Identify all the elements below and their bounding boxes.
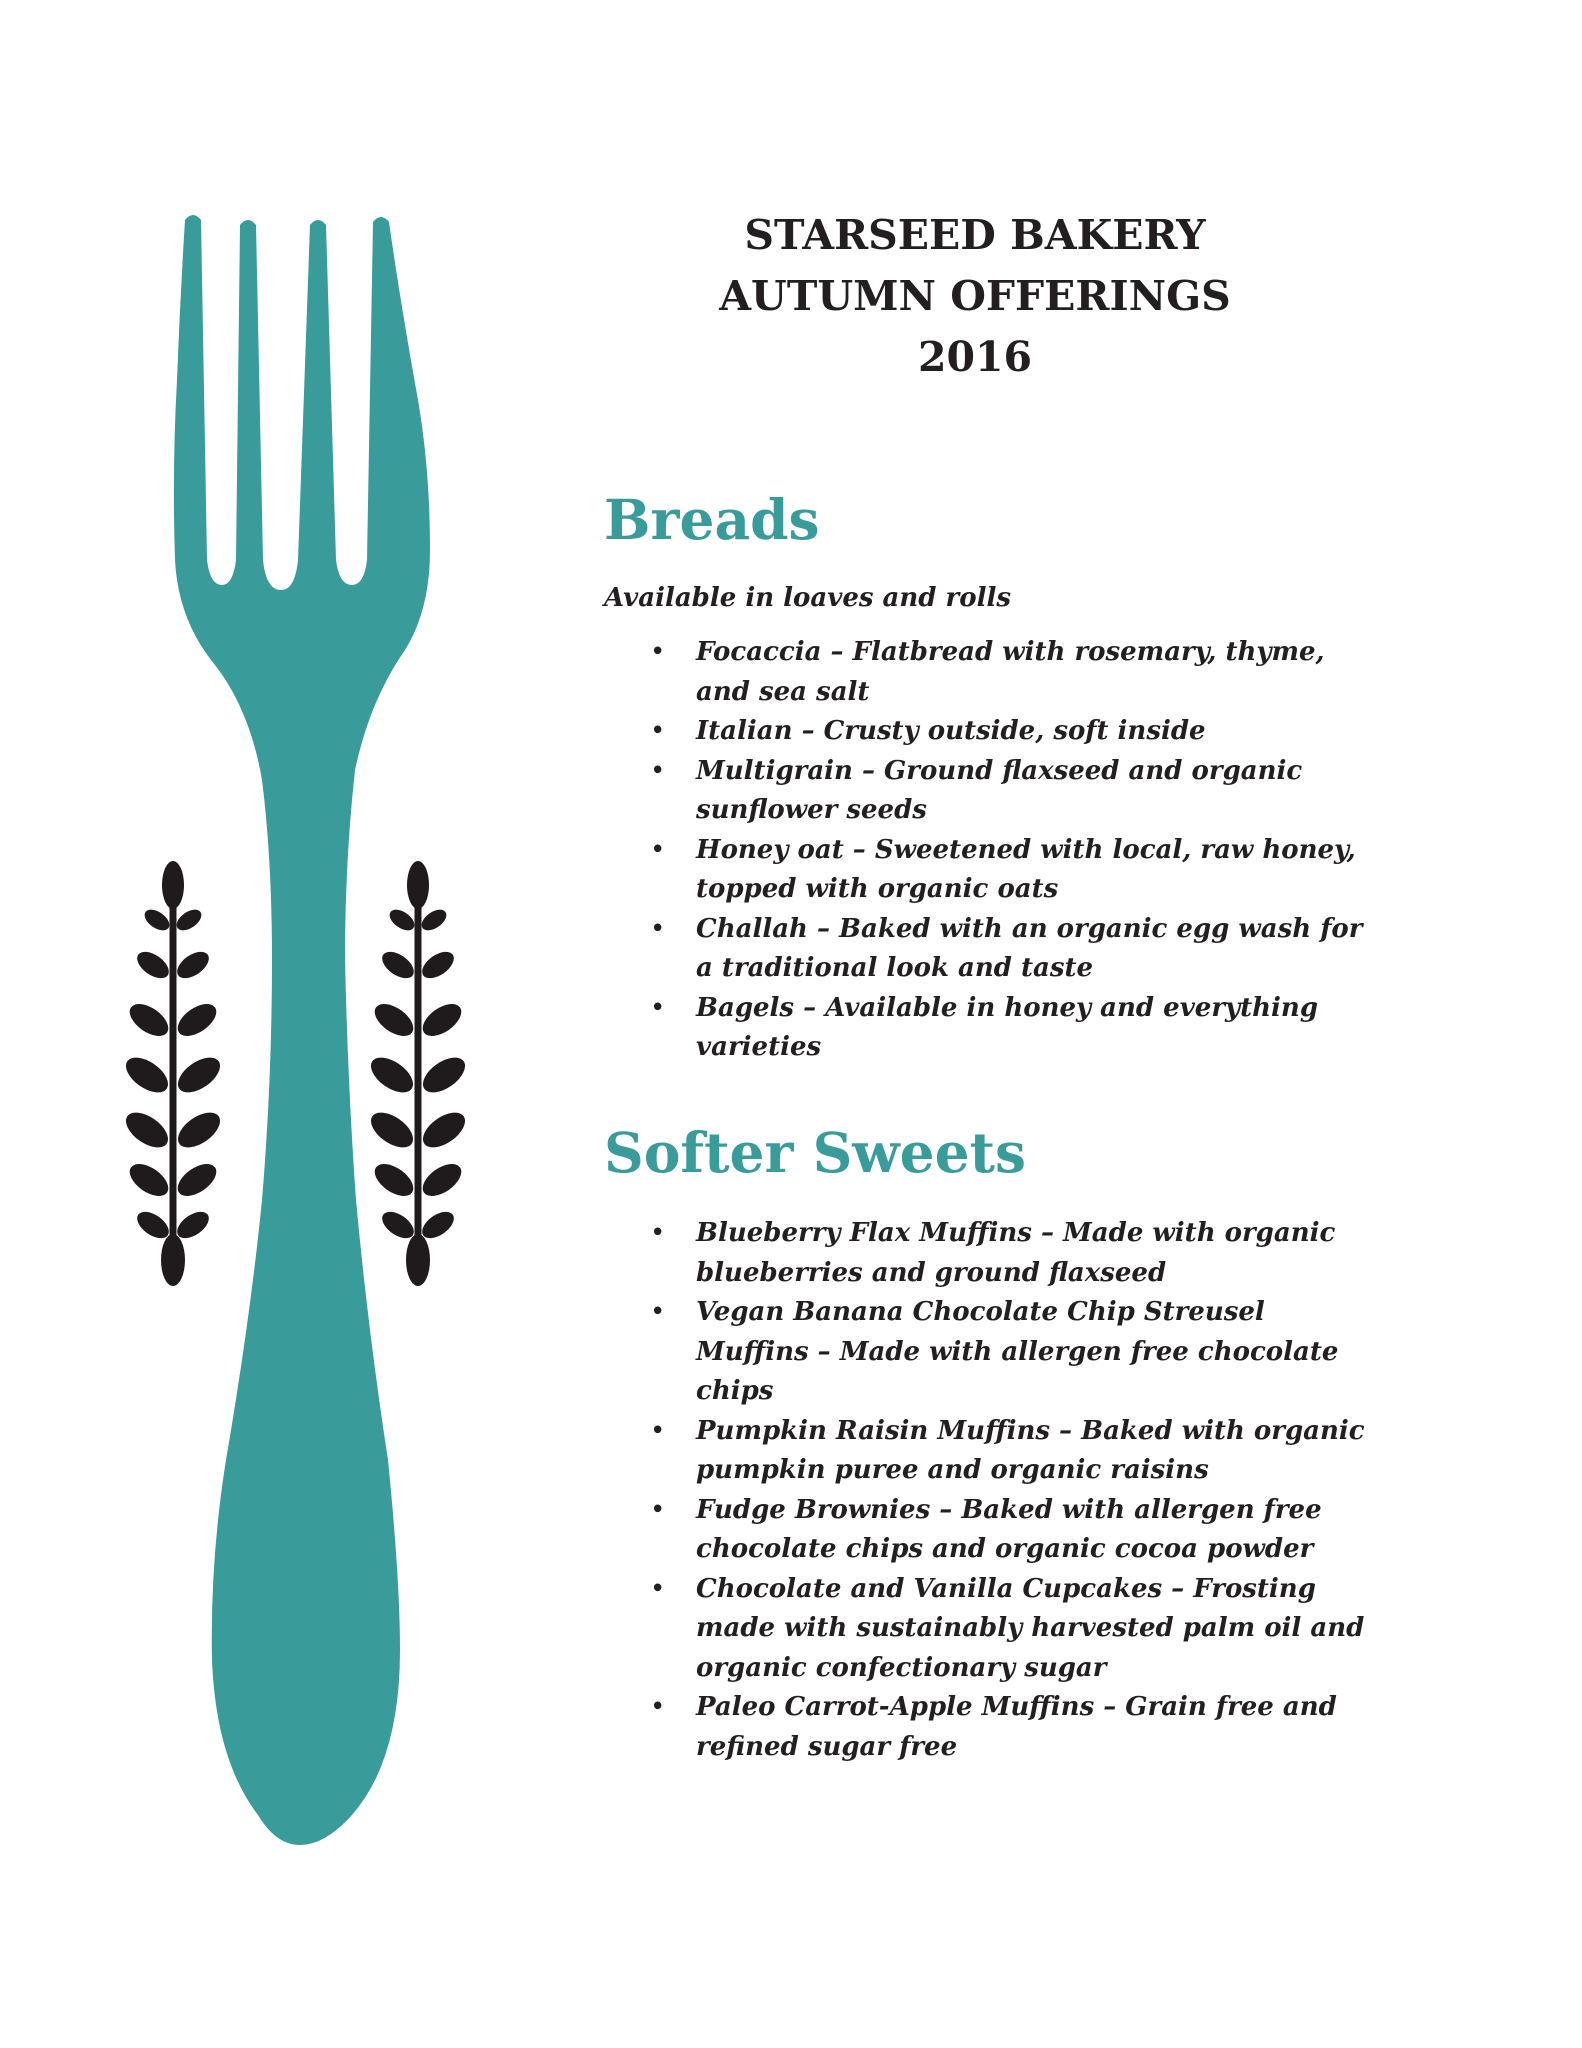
sweets-list <box>650 1214 1370 1767</box>
list-item: • Focaccia – Flatbread with rosemary, thyme, and sea salt <box>650 633 1370 712</box>
leaf-sprig-icon <box>365 861 471 1286</box>
breads-subtitle: Available in loaves and rolls <box>604 583 1011 613</box>
list-item: • Blueberry Flax Muffins – Made with organic blueberries and ground flaxseed <box>650 1214 1370 1293</box>
sweets-heading: Softer Sweets <box>604 1120 1027 1185</box>
list-item: • Bagels – Available in honey and everything varieties <box>650 989 1370 1068</box>
list-item: • Chocolate and Vanilla Cupcakes – Frosting made with sustainably harvested palm oil and organic confectionary sugar <box>650 1570 1370 1689</box>
list-item: • Italian – Crusty outside, soft inside <box>650 712 1370 752</box>
leaf-sprig-icon <box>120 861 226 1286</box>
title-line-3: 2016 <box>917 333 1033 381</box>
title-line-2: AUTUMN OFFERINGS <box>719 272 1231 320</box>
title-line-1: STARSEED BAKERY <box>744 211 1206 259</box>
list-item: • Challah – Baked with an organic egg wash for a traditional look and taste <box>650 910 1370 989</box>
list-item: • Honey oat – Sweetened with local, raw honey, topped with organic oats <box>650 831 1370 910</box>
menu-title <box>620 205 1330 388</box>
list-item: • Fudge Brownies – Baked with allergen free chocolate chips and organic cocoa powder <box>650 1491 1370 1570</box>
breads-heading: Breads <box>604 487 820 552</box>
list-item: • Vegan Banana Chocolate Chip Streusel Muffins – Made with allergen free chocolate chips <box>650 1293 1370 1412</box>
breads-list <box>650 633 1370 1068</box>
list-item: • Multigrain – Ground flaxseed and organic sunflower seeds <box>650 752 1370 831</box>
list-item: • Paleo Carrot-Apple Muffins – Grain free and refined sugar free <box>650 1688 1370 1767</box>
list-item: • Pumpkin Raisin Muffins – Baked with organic pumpkin puree and organic raisins <box>650 1412 1370 1491</box>
